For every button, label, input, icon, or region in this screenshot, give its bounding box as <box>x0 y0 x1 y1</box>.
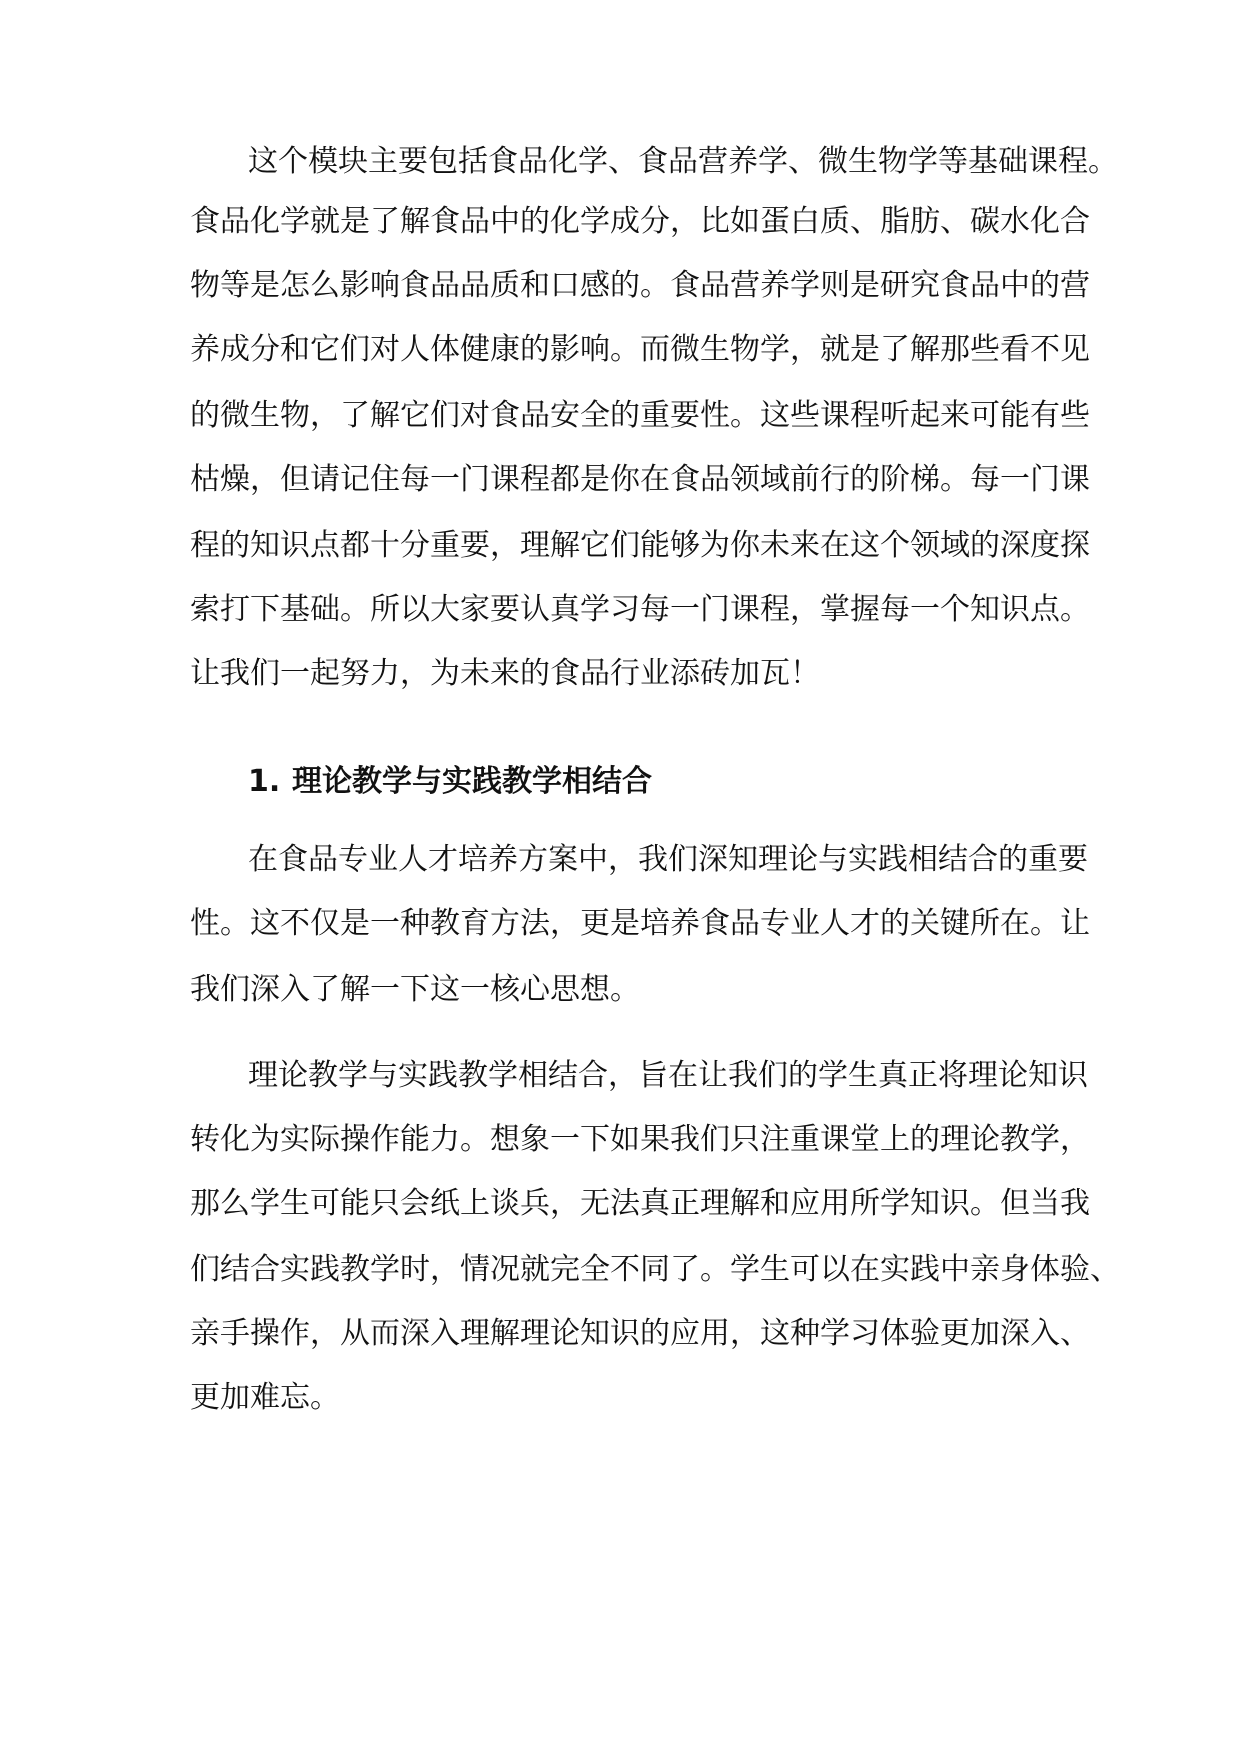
paragraph-1-line-1: 这个模块主要包括食品化学、食品营养学、微生物学等基础课程。 <box>248 144 1118 179</box>
paragraph-1-line-8: 索打下基础。所以大家要认真学习每一门课程，掌握每一个知识点。 <box>190 592 1090 627</box>
paragraph-3-line-6: 更加难忘。 <box>190 1380 340 1415</box>
section-heading <box>248 762 652 802</box>
paragraph-1-line-7: 程的知识点都十分重要，理解它们能够为你未来在这个领域的深度探 <box>190 528 1090 563</box>
paragraph-3-line-1: 理论教学与实践教学相结合，旨在让我们的学生真正将理论知识 <box>248 1058 1088 1093</box>
section-number: 1. <box>248 764 281 799</box>
paragraph-1-line-5: 的微生物，了解它们对食品安全的重要性。这些课程听起来可能有些 <box>190 398 1090 433</box>
paragraph-1-line-6: 枯燥，但请记住每一门课程都是你在食品领域前行的阶梯。每一门课 <box>190 462 1090 497</box>
paragraph-1-line-2: 食品化学就是了解食品中的化学成分，比如蛋白质、脂肪、碳水化合 <box>190 204 1090 239</box>
section-title: 理论教学与实践教学相结合 <box>292 764 652 799</box>
paragraph-3-line-5: 亲手操作，从而深入理解理论知识的应用，这种学习体验更加深入、 <box>190 1316 1090 1351</box>
paragraph-2-line-2: 性。这不仅是一种教育方法，更是培养食品专业人才的关键所在。让 <box>190 906 1090 941</box>
paragraph-2-line-3: 我们深入了解一下这一核心思想。 <box>190 972 640 1007</box>
paragraph-3-line-3: 那么学生可能只会纸上谈兵，无法真正理解和应用所学知识。但当我 <box>190 1186 1090 1221</box>
paragraph-3-line-4: 们结合实践教学时，情况就完全不同了。学生可以在实践中亲身体验、 <box>190 1252 1120 1287</box>
paragraph-3-line-2: 转化为实际操作能力。想象一下如果我们只注重课堂上的理论教学， <box>190 1122 1090 1157</box>
paragraph-2-line-1: 在食品专业人才培养方案中，我们深知理论与实践相结合的重要 <box>248 842 1088 877</box>
paragraph-1-line-9: 让我们一起努力，为未来的食品行业添砖加瓦！ <box>190 656 820 691</box>
paragraph-1-line-4: 养成分和它们对人体健康的影响。而微生物学，就是了解那些看不见 <box>190 332 1090 367</box>
paragraph-1-line-3: 物等是怎么影响食品品质和口感的。食品营养学则是研究食品中的营 <box>190 268 1090 303</box>
